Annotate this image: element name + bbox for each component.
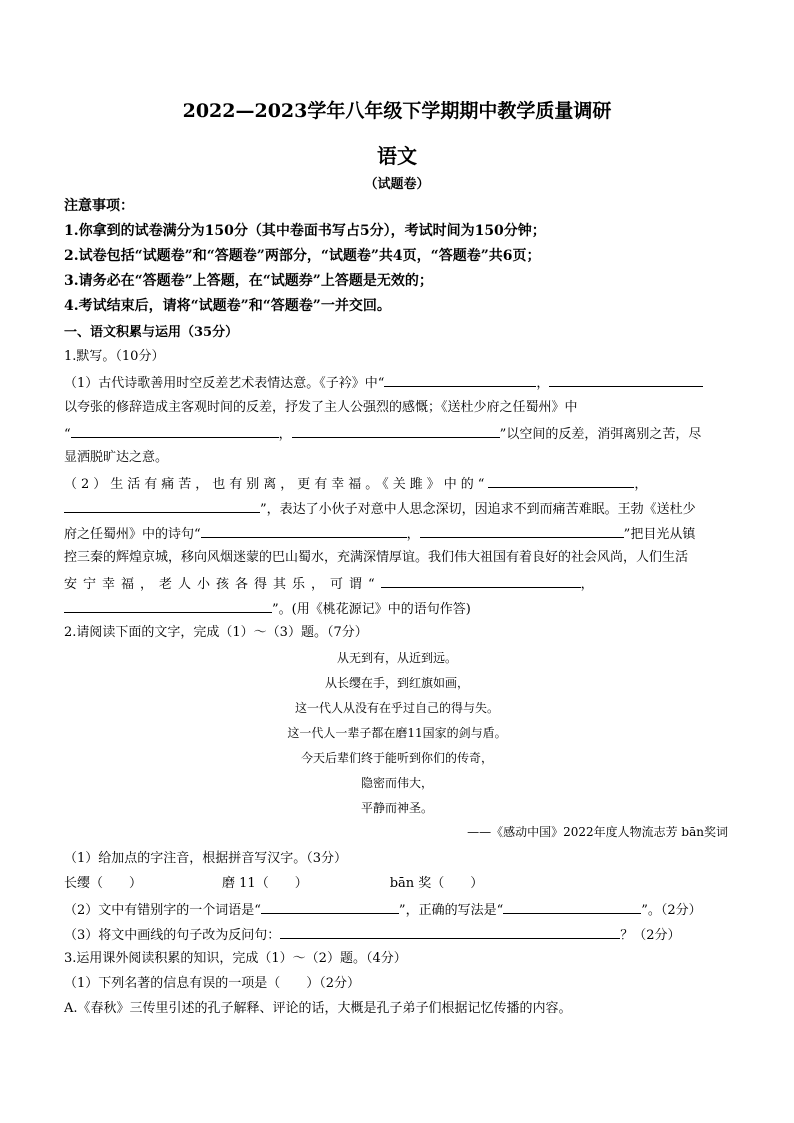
poem-line: 从无到有，从近到远。 bbox=[336, 651, 457, 665]
answer-blank[interactable] bbox=[280, 925, 620, 939]
pinyin-item: bān 奖（ ） bbox=[389, 876, 484, 891]
subject-title: 语文 bbox=[377, 144, 417, 168]
question-text: 安宁幸福，老人小孩各得其乐，可谓“ bbox=[64, 577, 381, 592]
section-heading: 一、语文积累与运用（35分） bbox=[64, 325, 239, 340]
question-1-part2-line5 bbox=[64, 574, 594, 593]
question-text: ？（2分） bbox=[620, 928, 681, 943]
poem-source: ——《感动中国》2022年度人物流志芳 bān奖词 bbox=[467, 825, 728, 839]
answer-blank[interactable] bbox=[420, 524, 624, 538]
question-text: （2）生活有痛苦，也有别离，更有幸福。《关雎》中的“ bbox=[64, 477, 489, 492]
question-3-title: 3.运用课外阅读积累的知识，完成（1）～（2）题。（4分） bbox=[64, 951, 407, 966]
answer-blank[interactable] bbox=[488, 474, 634, 488]
question-2-title: 2.请阅读下面的文字，完成（1）～（3）题。（7分） bbox=[64, 625, 368, 640]
question-1-part1-line2: 以夸张的修辞造成主客观时间的反差，抒发了主人公强烈的感慨；《送杜少府之任蜀州》中 bbox=[64, 400, 578, 415]
question-1-part2-line4: 控三秦的辉煌京城，移向风烟迷蒙的巴山蜀水，充满深情厚谊。我们伟大祖国有着良好的社会风尚，人们生活 bbox=[64, 550, 689, 565]
question-text: ”。(用《桃花源记》中的语句作答) bbox=[272, 602, 471, 617]
answer-blank[interactable] bbox=[261, 900, 399, 914]
answer-blank[interactable] bbox=[71, 424, 279, 438]
question-text: ， bbox=[634, 477, 648, 492]
pinyin-item: 磨 11（ ） bbox=[222, 876, 308, 891]
answer-blank[interactable] bbox=[201, 524, 407, 538]
exam-title: 2022—2023学年八年级下学期期中教学质量调研 bbox=[182, 100, 612, 122]
notes-item: 1.你拿到的试卷满分为150分（其中卷面书写占5分），考试时间为150分钟； bbox=[64, 223, 546, 239]
question-text: ”把目光从镇 bbox=[623, 527, 696, 542]
question-1-part2-line3 bbox=[64, 524, 695, 543]
answer-blank[interactable] bbox=[381, 574, 581, 588]
question-1-part1-line1 bbox=[64, 373, 703, 392]
question-text: 府之任蜀州》中的诗句“ bbox=[64, 527, 201, 542]
question-1-part2-line2 bbox=[64, 499, 696, 518]
answer-blank[interactable] bbox=[384, 373, 536, 387]
question-text: （1）古代诗歌善用时空反差艺术表情达意。《子衿》中“ bbox=[64, 376, 385, 391]
notes-item: 3.请务必在“答题卷”上答题，在“试题券”上答题是无效的； bbox=[64, 273, 433, 289]
notes-heading: 注意事项： bbox=[64, 198, 134, 214]
notes-item: 4.考试结束后，请将“试题卷”和“答题卷”一并交回。 bbox=[64, 298, 391, 314]
question-3-sub1: （1）下列名著的信息有误的一项是（ ）（2分） bbox=[64, 976, 361, 991]
question-text: ”，表达了小伙子对意中人思念深切，因追求不到而痛苦难眠。王勃《送杜少 bbox=[260, 502, 696, 517]
question-text: ， bbox=[278, 427, 292, 442]
pinyin-item: 长缨（ ） bbox=[64, 876, 143, 891]
question-text: “ bbox=[64, 427, 71, 442]
notes-item: 2.试卷包括“试题卷”和“答题卷”两部分，“试题卷”共4页，“答题卷”共6页； bbox=[64, 248, 541, 264]
question-text: ”以空间的反差，消弭离别之苦，尽 bbox=[499, 427, 702, 442]
question-2-sub1: （1）给加点的字注音，根据拼音写汉字。（3分） bbox=[64, 851, 348, 866]
question-text: （3）将文中画线的句子改为反问句： bbox=[64, 928, 281, 943]
question-1-part2-line6 bbox=[64, 599, 471, 618]
poem-line: 今天后辈们终于能听到你们的传奇， bbox=[300, 751, 493, 765]
question-text: ”。（2分） bbox=[641, 903, 702, 918]
question-3-option-a: A.《春秋》三传里引述的孔子解释、评论的话，大概是孔子弟子们根据记忆传播的内容。 bbox=[64, 1001, 572, 1016]
question-text: ， bbox=[580, 577, 594, 592]
poem-line: 从长缨在手，到红旗如画， bbox=[324, 676, 469, 690]
question-1-part1-line3 bbox=[64, 424, 701, 443]
poem-line: 这一代人一辈子都在磨11国家的剑与盾。 bbox=[287, 726, 507, 740]
poem-line: 隐密而伟大， bbox=[360, 776, 433, 790]
question-2-sub1-items bbox=[64, 875, 483, 892]
question-2-sub3 bbox=[64, 925, 681, 944]
question-1-title: 1.默写。（10分） bbox=[64, 349, 165, 364]
question-text: ”，正确的写法是“ bbox=[398, 903, 504, 918]
answer-blank[interactable] bbox=[292, 424, 500, 438]
question-text: （2）文中有错别字的一个词语是“ bbox=[64, 903, 261, 918]
question-1-part1-line4: 显洒脱旷达之意。 bbox=[64, 450, 169, 465]
question-1-part2-line1 bbox=[64, 474, 647, 493]
question-text: ， bbox=[536, 376, 550, 391]
poem-line: 这一代人从没有在乎过自己的得与失。 bbox=[294, 701, 499, 715]
paper-subtitle: （试题卷） bbox=[364, 177, 430, 192]
question-text: ， bbox=[406, 527, 420, 542]
answer-blank[interactable] bbox=[549, 373, 703, 387]
poem-line: 平静而神圣。 bbox=[360, 801, 433, 815]
question-2-sub2 bbox=[64, 900, 702, 919]
answer-blank[interactable] bbox=[64, 599, 272, 613]
answer-blank[interactable] bbox=[503, 900, 641, 914]
answer-blank[interactable] bbox=[64, 499, 260, 513]
